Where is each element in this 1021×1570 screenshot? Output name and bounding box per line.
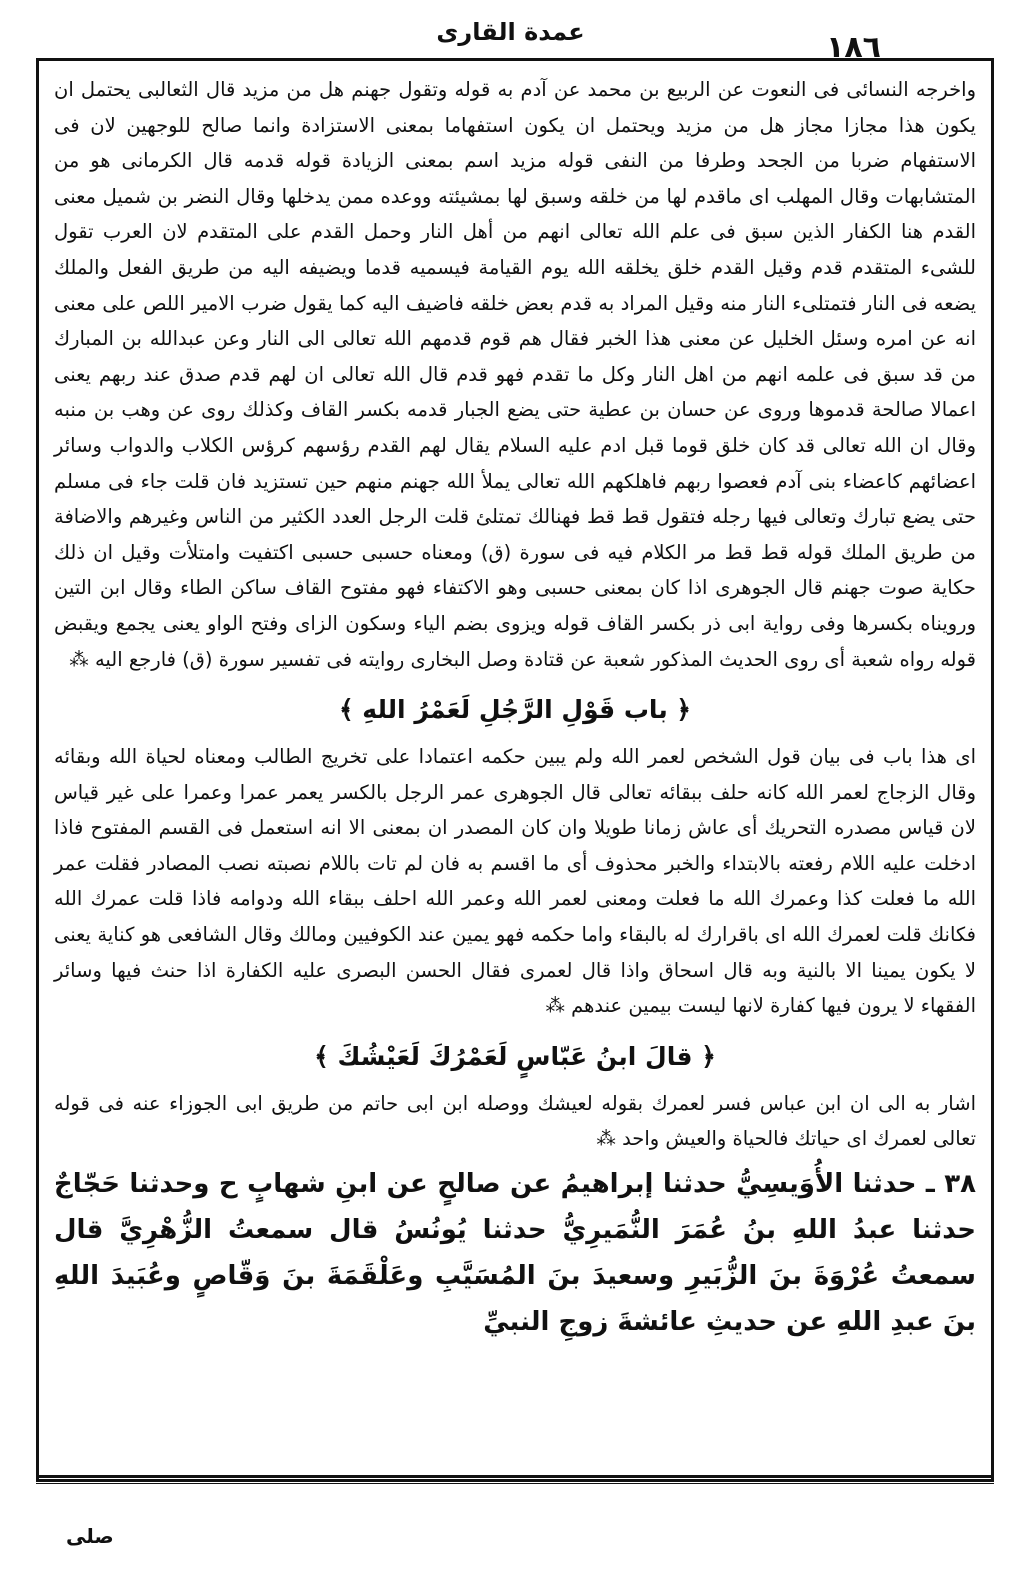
page-header — [0, 0, 1021, 65]
chapter-heading-1: ﴿ باب قَوْلِ الرَّجُلِ لَعَمْرُ اللهِ ﴾ — [338, 695, 692, 725]
page-number: ١٨٦ — [826, 30, 881, 65]
bottom-rule-thin — [36, 1483, 994, 1484]
catchword: صلى — [66, 1524, 114, 1548]
hadith-number: ٣٨ ـ — [925, 1169, 976, 1200]
running-title: عمدة القارى — [436, 18, 585, 46]
hadith-text — [54, 1161, 976, 1345]
hadith-chain: حدثنا الأُوَيسِيُّ حدثنا إبراهيمُ عن صالحٍ عن ابنِ شهابٍ ح وحدثنا حَجّاجٌ حدثنا عبدُ اللهِ بنُ عُمَرَ النُّمَيرِيُّ حدثنا يُونُسُ قال سمعتُ الزُّهْرِيَّ قال سمعتُ عُرْوَةَ بنَ الزُّبَيرِ وسعيدَ بنَ المُسَيَّبِ وعَلْقَمَةَ بنَ وَقّاصٍ وعُبَيدَ اللهِ بنَ عبدِ اللهِ عن حديثِ عائشةَ زوجِ النبيِّ — [54, 1169, 976, 1338]
chapter-heading-2: ﴿ قالَ ابنُ عَبّاسٍ لَعَمْرُكَ لَعَيْشُكَ ﴾ — [314, 1041, 716, 1071]
commentary-paragraph-3: اشار به الى ان ابن عباس فسر لعمرك بقوله لعيشك ووصله ابن ابى حاتم من طريق ابى الجوزاء عنه فى قوله تعالى لعمرك اى حياتك فالحياة والعيش واحد ⁂ — [54, 1091, 976, 1151]
commentary-paragraph-1: واخرجه النسائى فى النعوت عن الربيع بن محمد عن آدم به قوله وتقول جهنم هل من مزيد قال الثعالبى يحتمل ان يكون هذا مجازا مجاز هل من مزيد ويحتمل ان يكون استفهاما بمعنى الاستزادة وانما صالح للوجهين لان فى الاستفهام ضربا من الجحد وطرفا من النفى قوله مزيد اسم بمعنى الزيادة قوله قدمه قال الكرمانى هو من المتشابهات وقال المهلب اى ماقدم لها من خلقه وسبق لها بمشيئته ووعده ممن يدخلها وقال النضر بن شميل معنى القدم هنا الكفار الذين سبق فى علم الله تعالى انهم من أهل النار وحمل القدم على المتقدم لان العرب تقول للشىء المتقدم قدم وقيل القدم خلق يخلقه الله يوم القيامة فيسميه قدما ويضيفه اليه من طريق الفعل والملك يضعه فى النار فتمتلىء النار منه وقيل المراد به قدم بعض خلقه فاضيف اليه كما يقول ضرب الامير اللص على معنى انه عن امره وسئل الخليل عن معنى هذا الخبر فقال هم قوم قدمهم الله تعالى الى النار وعن عبدالله بن المبارك من قد سبق فى علمه انهم من اهل النار وكل ما تقدم فهو قدم قال الله تعالى ان لهم قدم صدق عند ربهم يعنى اعمالا صالحة قدموها وروى عن حسان بن عطية حتى يضع الجبار قدمه بكسر القاف وكذلك روى عن وهب بن منبه وقال ان الله تعالى قد كان خلق قوما قبل ادم عليه السلام يقال لهم القدم رؤسهم كرؤس الكلاب والدواب وسائر اعضائهم كاعضاء بنى آدم فعصوا ربهم فاهلكهم الله تعالى يملأ الله جهنم منهم حين تستزيد فان قلت جاء فى مسلم حتى يضع تبارك وتعالى فيها رجله فتقول قط قط فهنالك تمتلئ قلت الرجل العدد الكثير من الناس وغيرهم والاضافة من طريق الملك قوله قط قط مر الكلام فيه فى سورة (ق) ومعناه حسبى حسبى اكتفيت وامتلأت وقيل ان ذلك حكاية صوت جهنم قال الجوهرى اذا كان بمعنى حسبى وهو الاكتفاء فهو مفتوح القاف ساكن الطاء وقال ابن التين ورويناه بكسرها وفى رواية ابى ذر بكسر القاف قوله ويزوى بضم الياء وسكون الزاى وفتح الواو يعنى يجمع ويقبض قوله رواه شعبة أى روى الحديث المذكور شعبة عن قتادة وصل البخارى روايته فى تفسير سورة (ق) فارجع اليه ⁂ — [54, 78, 976, 671]
commentary-paragraph-2: اى هذا باب فى بيان قول الشخص لعمر الله ولم يبين حكمه اعتمادا على تخريج الطالب ومعناه لحياة الله وبقائه وقال الزجاج لعمر الله كانه حلف ببقائه تعالى قال الجوهرى عمر الرجل بالكسر يعمر عمرا وعمرا على غير قياس لان قياس مصدره التحريك أى عاش زمانا طويلا وان كان المصدر ان بمعنى الا انه استعمل فى القسم المفتوح فاذا ادخلت عليه اللام رفعته بالابتداء والخبر محذوف أى ما اقسم به فان لم تات باللام نصبته نصب المصادر فقلت عمر الله ما فعلت كذا وعمرك الله ما فعلت ومعنى لعمر الله وعمر الله احلف ببقاء الله ودوامه فاذا قلت عمرك الله فكانك قلت لعمرك الله اى باقرارك له بالبقاء واما حكمه فهو يمين عند الكوفيين ومالك وقال الشافعى هو كناية يعنى لا يكون يمينا الا بالنية وبه قال اسحاق واذا قال لعمرى فقال الحسن البصرى عليه الكفارة اذا حنث فيها وسائر الفقهاء لا يرون فيها كفارة لانها ليست بيمين عندهم ⁂ — [54, 745, 976, 1018]
main-text — [54, 72, 976, 1345]
bottom-rule-thick — [36, 1475, 994, 1478]
